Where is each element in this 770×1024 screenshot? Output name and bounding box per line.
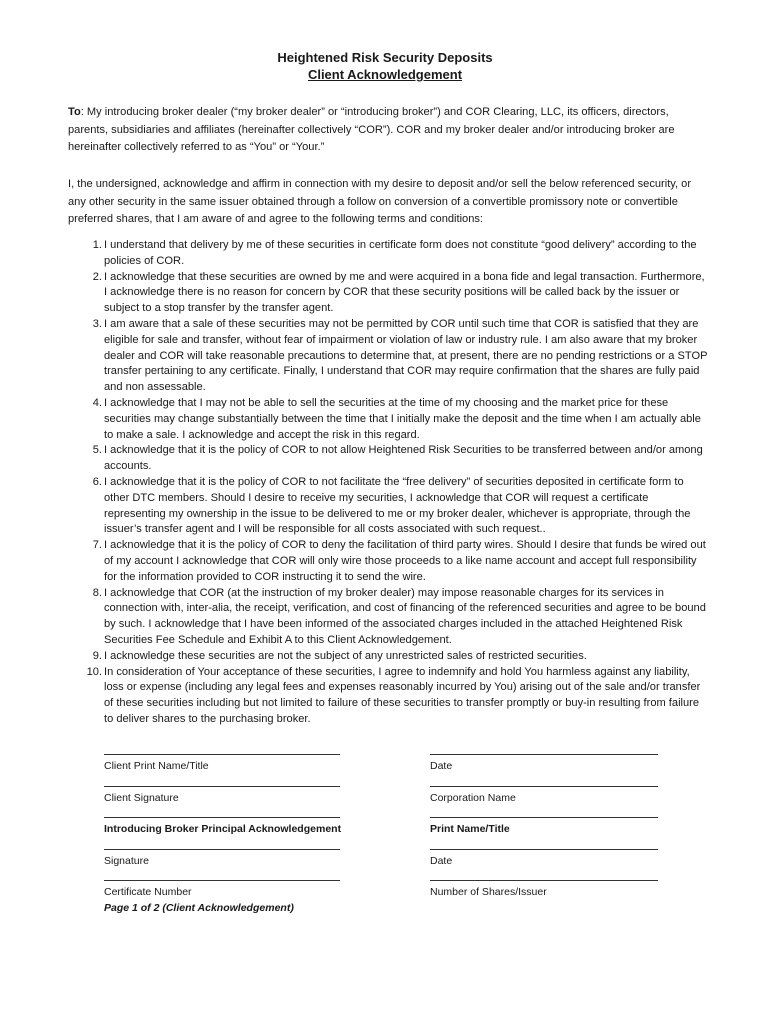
client-print-name-line[interactable]	[104, 754, 340, 755]
document-title: Heightened Risk Security Deposits	[277, 50, 493, 65]
terms-list	[86, 238, 709, 728]
print-name-title-label: Print Name/Title	[430, 823, 510, 835]
intro-text: : My introducing broker dealer (“my broker dealer” or “introducing broker”) and COR Clearing, LLC, its officers, directors, parents, subsidiaries and affiliates (hereinafter collectively “COR”). COR and my broker dealer and/or introducing broker are hereinafter collectively referred to as “You” or “Your.”	[68, 106, 675, 153]
term-text: I am aware that a sale of these securities may not be permitted by COR until such time that COR is satisfied that they are eligible for sale and transfer, without fear of impairment or violation of law or industry rule. I am also aware that my broker dealer and COR will take reasonable precautions to determine that, at present, there are no pending restrictions or a STOP transfer pertaining to any certificate. Finally, I understand that COR may require confirmation that the shares are fully paid and non assessable.	[104, 317, 708, 394]
term-item	[92, 475, 709, 538]
date-line[interactable]	[430, 754, 658, 755]
intro-paragraph	[68, 104, 708, 157]
term-item	[92, 443, 709, 475]
corporation-name-label: Corporation Name	[430, 792, 516, 804]
term-number: 3.	[92, 317, 102, 330]
statement-paragraph: I, the undersigned, acknowledge and affirm in connection with my desire to deposit and/or sell the below referenced security, or any other security in the same issuer obtained through a follow on conversion of a convertible promissory note or convertible preferred shares, that I am aware of and agree to the following terms and conditions:	[68, 178, 692, 225]
client-print-name-label: Client Print Name/Title	[104, 760, 209, 772]
corporation-name-line[interactable]	[430, 786, 658, 787]
term-item	[92, 538, 709, 585]
to-label: To	[68, 106, 81, 118]
term-number: 1.	[92, 239, 102, 251]
page-footer: Page 1 of 2 (Client Acknowledgement)	[104, 902, 294, 914]
document-subtitle: Client Acknowledgement	[307, 67, 463, 82]
term-text: I understand that delivery by me of these securities in certificate form does not constitute “good delivery” according to the policies of COR.	[104, 239, 697, 267]
term-number: 8.	[92, 586, 102, 599]
term-number: 10.	[86, 665, 102, 678]
term-text: I acknowledge that these securities are owned by me and were acquired in a bona fide and legal transaction. Furthermore, I acknowledge there is no reason for concern by COR that these security positions will be called back by the issuer or subject to a stop transfer by the transfer agent.	[104, 270, 705, 315]
shares-issuer-label: Number of Shares/Issuer	[430, 886, 547, 898]
term-number: 2.	[92, 270, 102, 283]
print-name-line[interactable]	[430, 817, 658, 818]
client-signature-line[interactable]	[104, 786, 340, 787]
term-text: I acknowledge that it is the policy of COR to not allow Heightened Risk Securities to be transferred between and/or among accounts.	[104, 444, 703, 473]
date-label: Date	[430, 760, 453, 772]
signature-line[interactable]	[104, 849, 340, 850]
term-item	[92, 396, 709, 443]
term-item	[92, 238, 709, 270]
date-label-2: Date	[430, 855, 453, 867]
term-text: I acknowledge that I may not be able to sell the securities at the time of my choosing and the market price for these securities may change substantially between the time that I initially make the deposit and the time when I am actually able to make a sale. I acknowledge and accept the risk in this regard.	[104, 396, 701, 441]
term-item	[92, 586, 709, 649]
term-item	[92, 270, 709, 317]
term-text: In consideration of Your acceptance of these securities, I agree to indemnify and hold You harmless against any liability, loss or expense (including any legal fees and expenses reasonably incurred by You) arising out of the sale and/or transfer of these securities including but not limited to failure of these securities to transfer promptly or buy-in resulting from failure to deliver shares to the purchasing broker.	[104, 665, 701, 725]
term-number: 6.	[92, 475, 102, 488]
term-number: 9.	[92, 649, 102, 662]
term-text: I acknowledge that COR (at the instruction of my broker dealer) may impose reasonable charges for its services in connection with, inter-alia, the receipt, verification, and cost of financing of the referenced securities and agree to be bound by such. I acknowledge that I have been informed of the associated charges included in the attached Heightened Risk Securities Fee Schedule and Exhibit A to this Client Acknowledgement.	[104, 586, 706, 646]
term-text: I acknowledge these securities are not the subject of any unrestricted sales of restricted securities.	[104, 649, 587, 662]
term-item	[92, 317, 709, 396]
term-item	[86, 665, 709, 728]
signature-label: Signature	[104, 855, 149, 867]
certificate-number-label: Certificate Number	[104, 886, 192, 898]
term-number: 7.	[92, 539, 102, 552]
client-signature-label: Client Signature	[104, 792, 179, 804]
date-line-2[interactable]	[430, 849, 658, 850]
broker-ack-line[interactable]	[104, 817, 340, 818]
term-text: I acknowledge that it is the policy of COR to not facilitate the “free delivery” of securities deposited in certificate form to other DTC members. Should I desire to receive my securities, I acknowledge that COR will request a certificate representing my ownership in the issue to be delivered to me or my broker dealer, whichever is appropriate, through the issuer’s transfer agent and I will be responsible for all costs associated with such request..	[104, 475, 691, 536]
broker-ack-label: Introducing Broker Principal Acknowledgement	[104, 823, 342, 835]
certificate-number-line[interactable]	[104, 880, 340, 881]
term-item	[92, 649, 709, 665]
term-number: 5.	[92, 444, 102, 457]
term-text: I acknowledge that it is the policy of COR to deny the facilitation of third party wires. Should I desire that funds be wired out of my account I acknowledge that COR will only wire those proceeds to a like name account and accept full responsibility for the information provided to COR instructing it to send the wire.	[104, 539, 706, 583]
term-number: 4.	[92, 396, 102, 409]
shares-issuer-line[interactable]	[430, 880, 658, 881]
